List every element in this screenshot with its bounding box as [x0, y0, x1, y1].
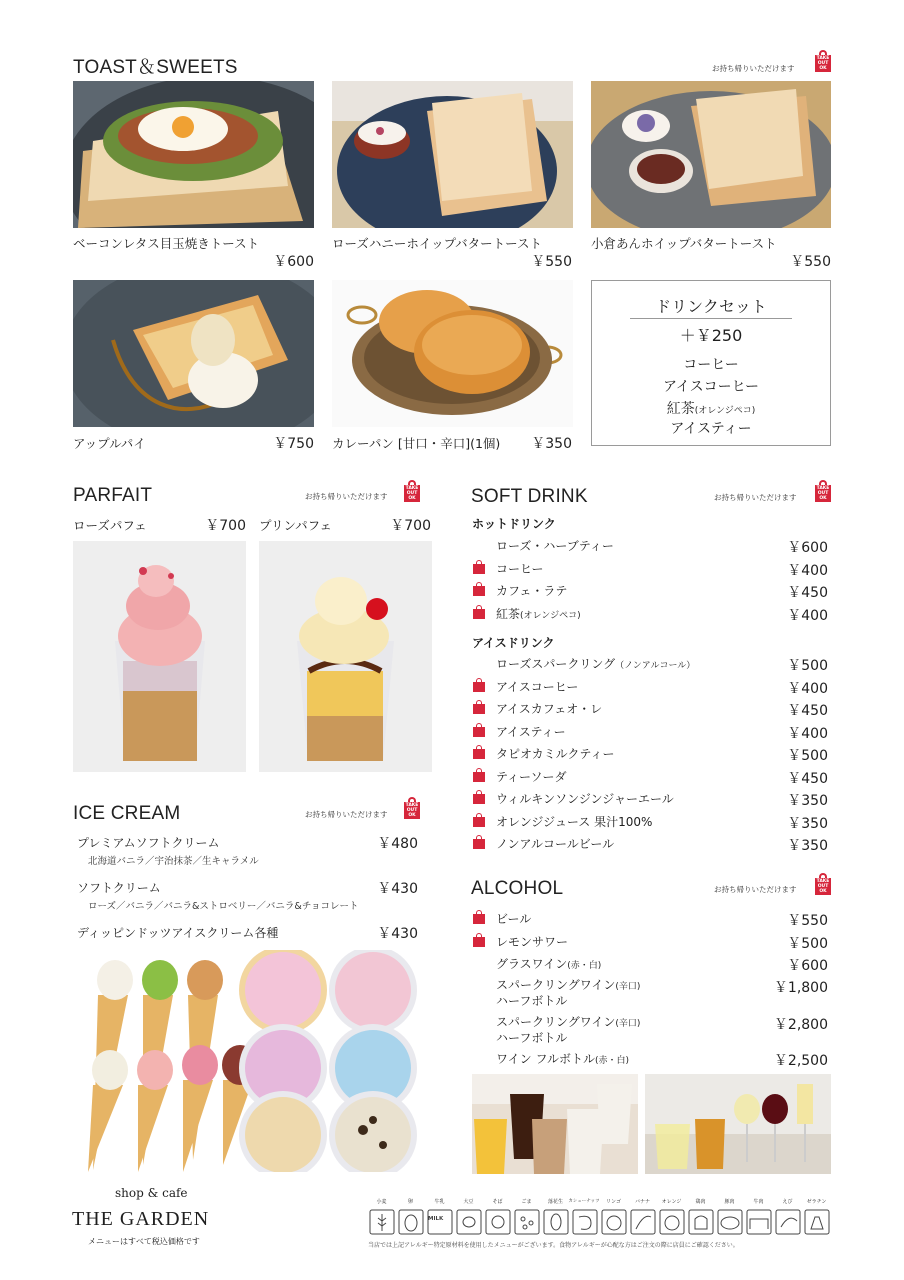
takeout-note: お持ち帰りいただけます [305, 810, 388, 819]
item-price: ￥430 [377, 926, 418, 942]
menu-item: ローズ・ハーブティー [496, 539, 614, 553]
allergen-icons [369, 1209, 831, 1239]
takeout-ok-icon [473, 790, 485, 804]
item-price: ￥600 [787, 540, 828, 556]
takeout-ok-icon [473, 813, 485, 827]
menu-item: スパークリングワイン(辛口) ハーフボトル [496, 1015, 641, 1045]
takeout-ok-icon [473, 745, 485, 759]
item-price: ￥450 [787, 771, 828, 787]
menu-item: ソフトクリーム [77, 881, 161, 895]
takeout-ok-icon: TAKE OUT OK [815, 480, 831, 502]
item-name: ローズハニーホイップバタートースト [332, 236, 543, 251]
menu-item: ウィルキンソンジンジャーエール [496, 792, 674, 806]
menu-item: ワイン フルボトル(赤・白) [496, 1052, 630, 1066]
item-price: ￥450 [787, 585, 828, 601]
takeout-ok-icon [473, 560, 485, 574]
item-price: ￥400 [787, 563, 828, 579]
item-price: ￥500 [787, 936, 828, 952]
section-title-toast: TOAST＆SWEETS [73, 57, 238, 78]
ice-drink-label: アイスドリンク [472, 636, 555, 650]
item-price: ￥550 [787, 913, 828, 929]
photo-ogura-toast [591, 81, 831, 228]
item-price: ￥550 [531, 254, 572, 270]
menu-item: プレミアムソフトクリーム [77, 836, 220, 850]
drink-set-option: コーヒー [683, 357, 739, 373]
item-price: ￥400 [787, 608, 828, 624]
menu-item: アイスティー [496, 725, 566, 739]
menu-item: コーヒー [496, 562, 544, 576]
divider [630, 318, 792, 319]
photo-apple-pie [73, 280, 314, 427]
item-price: ￥600 [273, 254, 314, 270]
item-name: ローズパフェ [73, 518, 147, 533]
takeout-ok-icon [473, 768, 485, 782]
allergy-note: 当店では上記アレルギー特定原材料を使用したメニューがございます。食物アレルギーが心配な方はご注文の際に店員にご確認ください。 [368, 1242, 739, 1249]
menu-item: ローズスパークリング（ノンアルコール） [496, 657, 696, 671]
takeout-ok-icon [473, 835, 485, 849]
menu-item: ティーソーダ [496, 770, 567, 784]
drink-set-price: ＋￥250 [679, 326, 743, 345]
takeout-ok-icon: TAKE OUT OK [815, 50, 831, 72]
item-price: ￥600 [787, 958, 828, 974]
item-name: アップルパイ [73, 436, 146, 451]
item-price: ￥350 [531, 436, 572, 452]
drink-set-title: ドリンクセット [655, 297, 767, 316]
drink-set-option: アイスコーヒー [662, 379, 760, 395]
item-price: ￥350 [787, 838, 828, 854]
photo-curry-bread [332, 280, 573, 427]
item-name: 小倉あんホイップバタートースト [591, 236, 777, 251]
photo-alcohol-glasses [645, 1074, 831, 1174]
item-price: ￥500 [787, 658, 828, 674]
milk-label: MILK [428, 1216, 444, 1222]
item-sub: ローズ／バニラ／バニラ&ストロベリー／バニラ&チョコレート [88, 901, 359, 912]
menu-item: カフェ・ラテ [496, 584, 568, 598]
item-price: ￥400 [787, 726, 828, 742]
menu-item: レモンサワー [496, 935, 569, 949]
takeout-note: お持ち帰りいただけます [712, 64, 795, 73]
section-title-ice-cream: ICE CREAM [73, 803, 181, 824]
item-sub: 北海道バニラ／宇治抹茶／生キャラメル [88, 856, 259, 867]
item-price: ￥2,500 [773, 1053, 828, 1069]
drink-set-option: アイスティー [670, 421, 752, 437]
item-name: カレーパン [甘口・辛口](1個) [332, 436, 501, 451]
shop-small: shop & cafe [115, 1186, 188, 1200]
item-price: ￥480 [377, 836, 418, 852]
photo-rose-parfait [73, 541, 246, 772]
takeout-note: お持ち帰りいただけます [714, 493, 797, 502]
tax-note: メニューはすべて税込価格です [88, 1237, 200, 1246]
shop-name: THE GARDEN [72, 1208, 210, 1230]
item-name: ベーコンレタス目玉焼きトースト [73, 236, 260, 251]
item-price: ￥700 [390, 518, 431, 534]
section-title-alcohol: ALCOHOL [471, 878, 564, 899]
item-price: ￥2,800 [773, 1017, 828, 1033]
photo-bacon-toast [73, 81, 314, 228]
item-price: ￥1,800 [773, 980, 828, 996]
section-title-soft-drink: SOFT DRINK [471, 486, 588, 507]
hot-drink-label: ホットドリンク [472, 517, 556, 531]
menu-item: アイスコーヒー [496, 680, 579, 694]
takeout-ok-icon: TAKE OUT OK [404, 480, 420, 502]
takeout-ok-icon [473, 700, 485, 714]
section-title-parfait: PARFAIT [73, 485, 153, 506]
menu-item: オレンジジュース 果汁100% [496, 815, 653, 829]
takeout-ok-icon [473, 933, 485, 947]
item-price: ￥350 [787, 816, 828, 832]
item-price: ￥550 [790, 254, 831, 270]
takeout-note: お持ち帰りいただけます [714, 885, 797, 894]
photo-takeout-drinks [472, 1074, 638, 1174]
takeout-ok-icon: TAKE OUT OK [404, 797, 420, 819]
menu-item: スパークリングワイン(辛口) ハーフボトル [496, 978, 641, 1008]
menu-item: ノンアルコールビール [496, 837, 615, 851]
takeout-ok-icon [473, 605, 485, 619]
item-price: ￥430 [377, 881, 418, 897]
item-price: ￥400 [787, 681, 828, 697]
takeout-ok-icon: TAKE OUT OK [815, 873, 831, 895]
takeout-note: お持ち帰りいただけます [305, 492, 388, 501]
menu-item: ビール [496, 912, 532, 926]
item-price: ￥500 [787, 748, 828, 764]
takeout-ok-icon [473, 678, 485, 692]
item-price: ￥750 [273, 436, 314, 452]
photo-ice-creams [73, 950, 427, 1172]
takeout-ok-icon [473, 582, 485, 596]
menu-item: 紅茶(オレンジペコ) [496, 607, 581, 621]
item-price: ￥350 [787, 793, 828, 809]
takeout-ok-icon [473, 910, 485, 924]
menu-item: グラスワイン(赤・白) [496, 957, 602, 971]
photo-rose-honey-toast [332, 81, 573, 228]
item-price: ￥450 [787, 703, 828, 719]
menu-item: ディッピンドッツアイスクリーム各種 [77, 926, 279, 940]
photo-pudding-parfait [259, 541, 432, 772]
item-price: ￥700 [205, 518, 246, 534]
item-name: プリンパフェ [259, 518, 333, 533]
drink-set-box [591, 280, 831, 446]
menu-item: タピオカミルクティー [496, 747, 615, 761]
drink-set-option: 紅茶(オレンジペコ) [666, 401, 756, 417]
menu-item: アイスカフェオ・レ [496, 702, 603, 716]
takeout-ok-icon [473, 723, 485, 737]
